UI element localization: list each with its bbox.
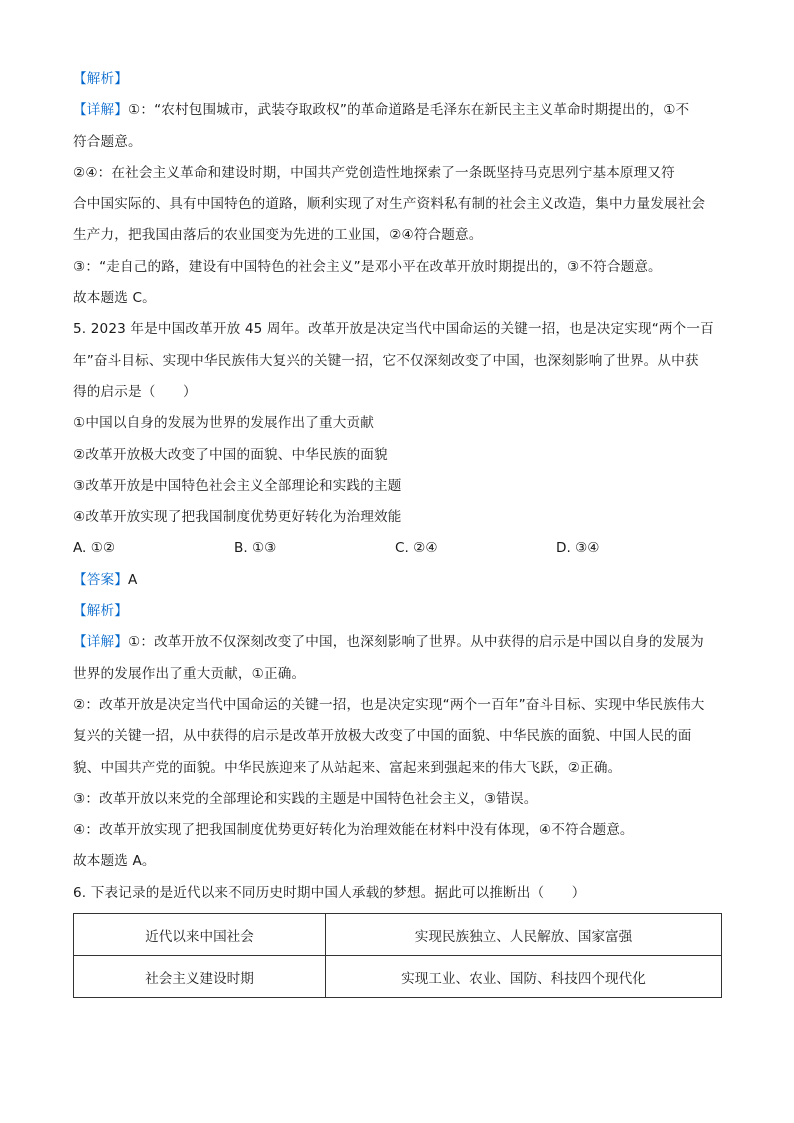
analysis-point-24: ②④：在社会主义革命和建设时期，中国共产党创造性地探索了一条既坚持马克思列宁基本原理又符 bbox=[73, 164, 675, 181]
question-5-stem-cont: 得的启示是（ ） bbox=[73, 383, 197, 400]
table-cell: 近代以来中国社会 bbox=[74, 914, 326, 956]
statement-4: ④改革开放实现了把我国制度优势更好转化为治理效能 bbox=[73, 509, 402, 526]
detail-paragraph: 【详解】①：改革开放不仅深刻改变了中国，也深刻影响了世界。从中获得的启示是中国以自身的发展为 bbox=[73, 634, 704, 651]
detail-label: 【详解】 bbox=[73, 102, 128, 119]
option-c: C. ②④ bbox=[395, 540, 438, 557]
detail-paragraph-cont: 符合题意。 bbox=[73, 133, 142, 150]
analysis-point-3: ③：改革开放以来党的全部理论和实践的主题是中国特色社会主义，③错误。 bbox=[73, 790, 538, 807]
question-5-stem: 5. 2023 年是中国改革开放 45 周年。改革开放是决定当代中国命运的关键一招，也是决定实现“两个一百 bbox=[73, 321, 714, 338]
analysis-point-4: ④：改革开放实现了把我国制度优势更好转化为治理效能在材料中没有体现，④不符合题意。 bbox=[73, 822, 634, 839]
answer-options bbox=[73, 533, 723, 564]
question-6-stem: 6. 下表记录的是近代以来不同历史时期中国人承载的梦想。据此可以推断出（ ） bbox=[73, 884, 586, 901]
detail-paragraph-cont: 世界的发展作出了重大贡献，①正确。 bbox=[73, 665, 306, 682]
option-d: D. ③④ bbox=[556, 540, 600, 557]
conclusion: 故本题选 A。 bbox=[73, 853, 156, 870]
table-row bbox=[74, 956, 722, 998]
detail-paragraph: 【详解】①：“农村包围城市，武装夺取政权”的革命道路是毛泽东在新民主主义革命时期提出的，①不 bbox=[73, 102, 690, 119]
document-page bbox=[73, 64, 723, 998]
analysis-heading: 【解析】 bbox=[73, 71, 128, 87]
analysis-point-3: ③：“走自己的路，建设有中国特色的社会主义”是邓小平在改革开放时期提出的，③不符合题意。 bbox=[73, 258, 662, 275]
table-cell: 实现工业、农业、国防、科技四个现代化 bbox=[326, 956, 722, 998]
analysis-heading: 【解析】 bbox=[73, 603, 128, 620]
statement-1: ①中国以自身的发展为世界的发展作出了重大贡献 bbox=[73, 415, 374, 432]
analysis-point-24-cont: 合中国实际的、具有中国特色的道路，顺利实现了对生产资料私有制的社会主义改造，集中力量发展社会 bbox=[73, 196, 706, 213]
option-b: B. ①③ bbox=[234, 540, 277, 557]
detail-label: 【详解】 bbox=[73, 634, 128, 651]
answer-label: 【答案】 bbox=[73, 571, 128, 588]
statement-3: ③改革开放是中国特色社会主义全部理论和实践的主题 bbox=[73, 477, 402, 494]
analysis-point-24-cont: 生产力，把我国由落后的农业国变为先进的工业国，②④符合题意。 bbox=[73, 227, 483, 244]
table-cell: 实现民族独立、人民解放、国家富强 bbox=[326, 914, 722, 956]
table-row bbox=[74, 914, 722, 956]
analysis-point-2-cont: 复兴的关键一招，从中获得的启示是改革开放极大改变了中国的面貌、中华民族的面貌、中国人民的面 bbox=[73, 728, 692, 745]
analysis-point-2-cont: 貌、中国共产党的面貌。中华民族迎来了从站起来、富起来到强起来的伟大飞跃，②正确。 bbox=[73, 759, 622, 776]
conclusion: 故本题选 C。 bbox=[73, 290, 156, 307]
answer-line bbox=[73, 565, 723, 596]
dream-table bbox=[73, 913, 722, 998]
option-a: A. ①② bbox=[73, 540, 116, 557]
question-5-stem-cont: 年”奋斗目标、实现中华民族伟大复兴的关键一招，它不仅深刻改变了中国，也深刻影响了世界。从中获 bbox=[73, 352, 699, 369]
table-cell: 社会主义建设时期 bbox=[74, 956, 326, 998]
analysis-point-2: ②：改革开放是决定当代中国命运的关键一招，也是决定实现“两个一百年”奋斗目标、实现中华民族伟大 bbox=[73, 696, 705, 713]
answer-value: A bbox=[127, 571, 138, 588]
statement-2: ②改革开放极大改变了中国的面貌、中华民族的面貌 bbox=[73, 446, 388, 463]
